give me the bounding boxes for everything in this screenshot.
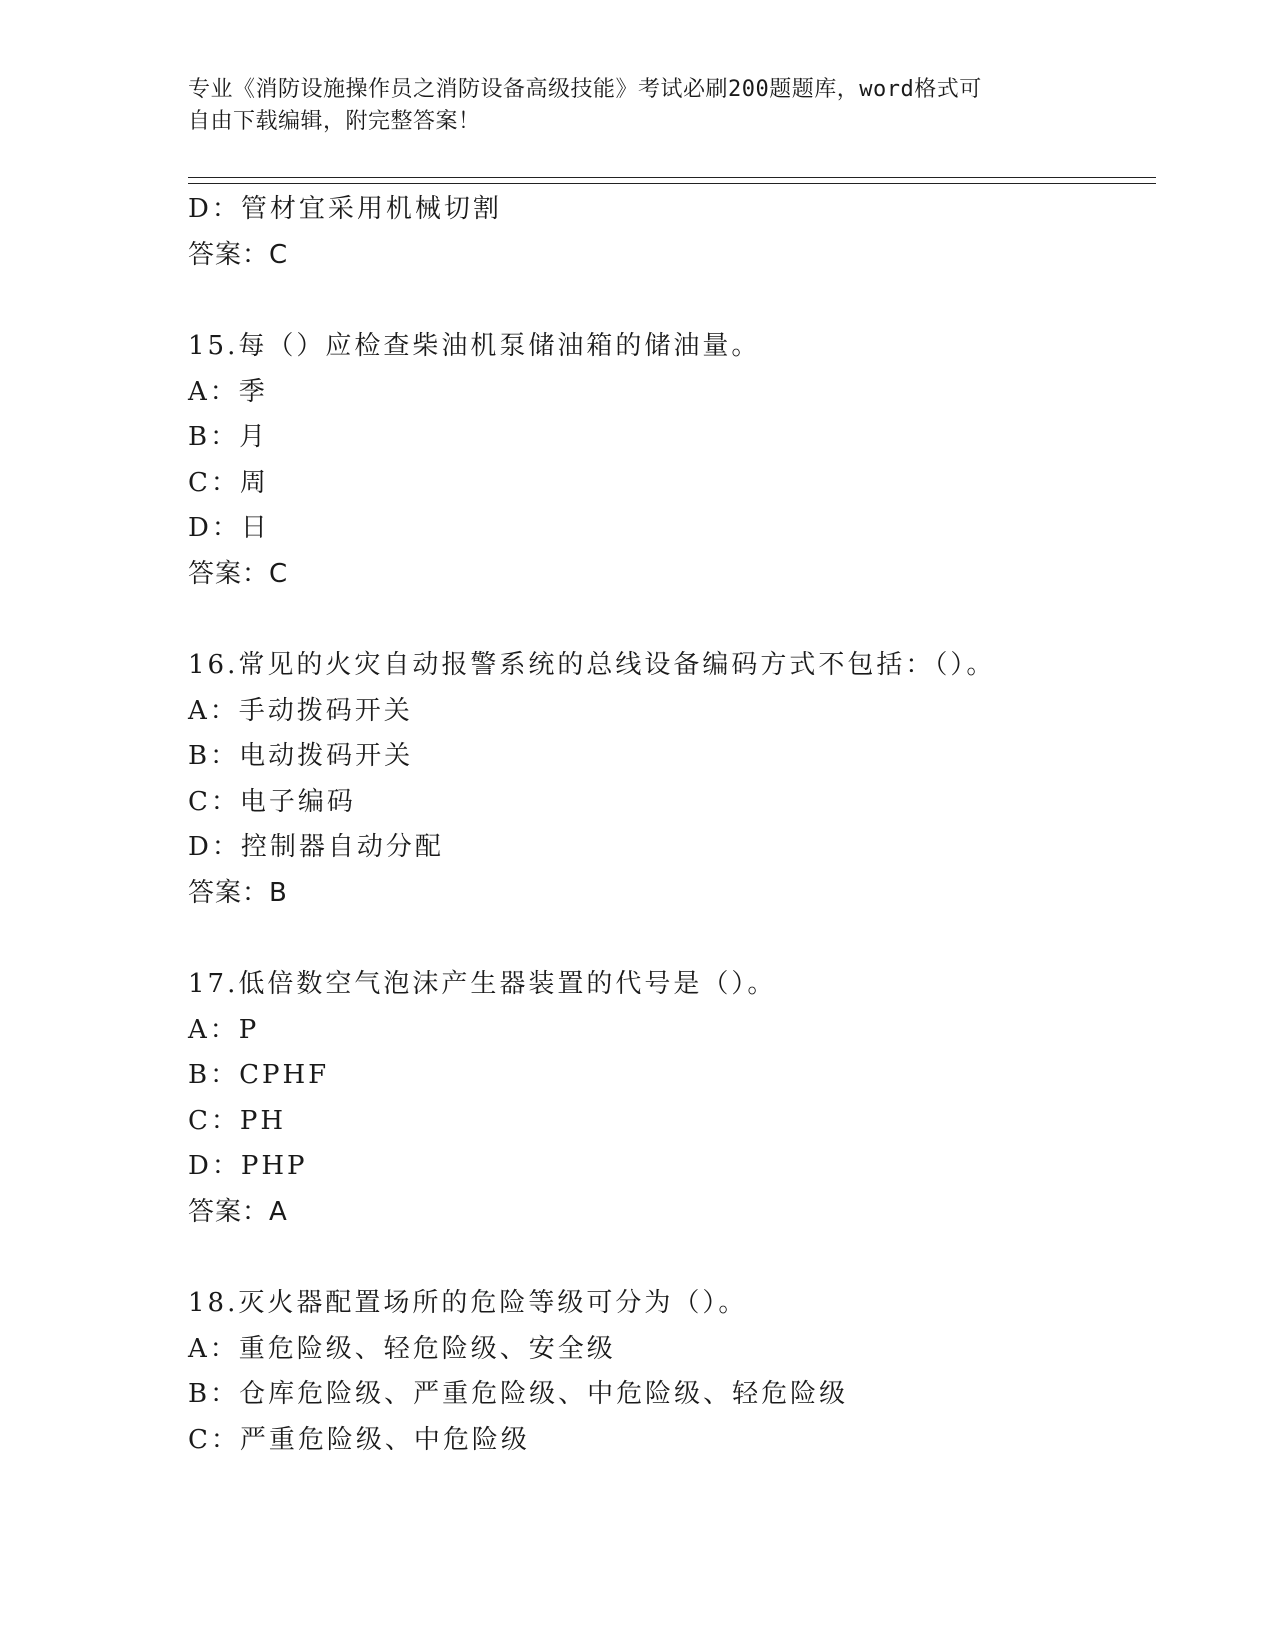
header-line-2: 自由下载编辑，附完整答案！ [188,109,481,134]
answer-line: 答案：A [188,1196,288,1227]
option-line: D：PHP [188,1151,308,1181]
spacer [188,916,1156,962]
document-header [188,74,1088,138]
option-line: A：季 [188,376,268,407]
option-line: D：控制器自动分配 [188,832,444,862]
question-text: 15.每（）应检查柴油机泵储油箱的储油量。 [188,331,761,361]
spacer [188,278,1156,324]
question-text: 18.灭火器配置场所的危险等级可分为（）。 [188,1288,748,1318]
option-line: D：日 [188,513,270,543]
option-line: B：CPHF [188,1060,330,1090]
option-line: C：PH [188,1105,287,1136]
option-line: B：电动拨码开关 [188,741,414,771]
header-divider-top [188,177,1156,178]
option-line: A：P [188,1014,260,1045]
option-line: C：周 [188,467,269,498]
header-divider-bottom [188,183,1156,184]
question-list [188,187,1156,1463]
option-line: C：严重危险级、中危险级 [188,1424,530,1455]
option-line: C：电子编码 [188,786,356,817]
option-line: B：仓库危险级、严重危险级、中危险级、轻危险级 [188,1379,849,1409]
answer-line: 答案：C [188,558,289,589]
spacer [188,1235,1156,1281]
spacer [188,597,1156,643]
option-line: A：重危险级、轻危险级、安全级 [188,1333,616,1364]
answer-line: 答案：B [188,877,288,908]
option-line: A：手动拨码开关 [188,695,413,726]
question-text: 17.低倍数空气泡沫产生器装置的代号是（）。 [188,969,777,999]
answer-line: 答案：C [188,239,289,270]
option-line: D：管材宜采用机械切割 [188,194,502,224]
question-text: 16.常见的火灾自动报警系统的总线设备编码方式不包括：（）。 [188,650,996,680]
option-line: B：月 [188,422,269,452]
header-line-1: 专业《消防设施操作员之消防设备高级技能》考试必刷200题题库，word格式可 [188,77,982,102]
